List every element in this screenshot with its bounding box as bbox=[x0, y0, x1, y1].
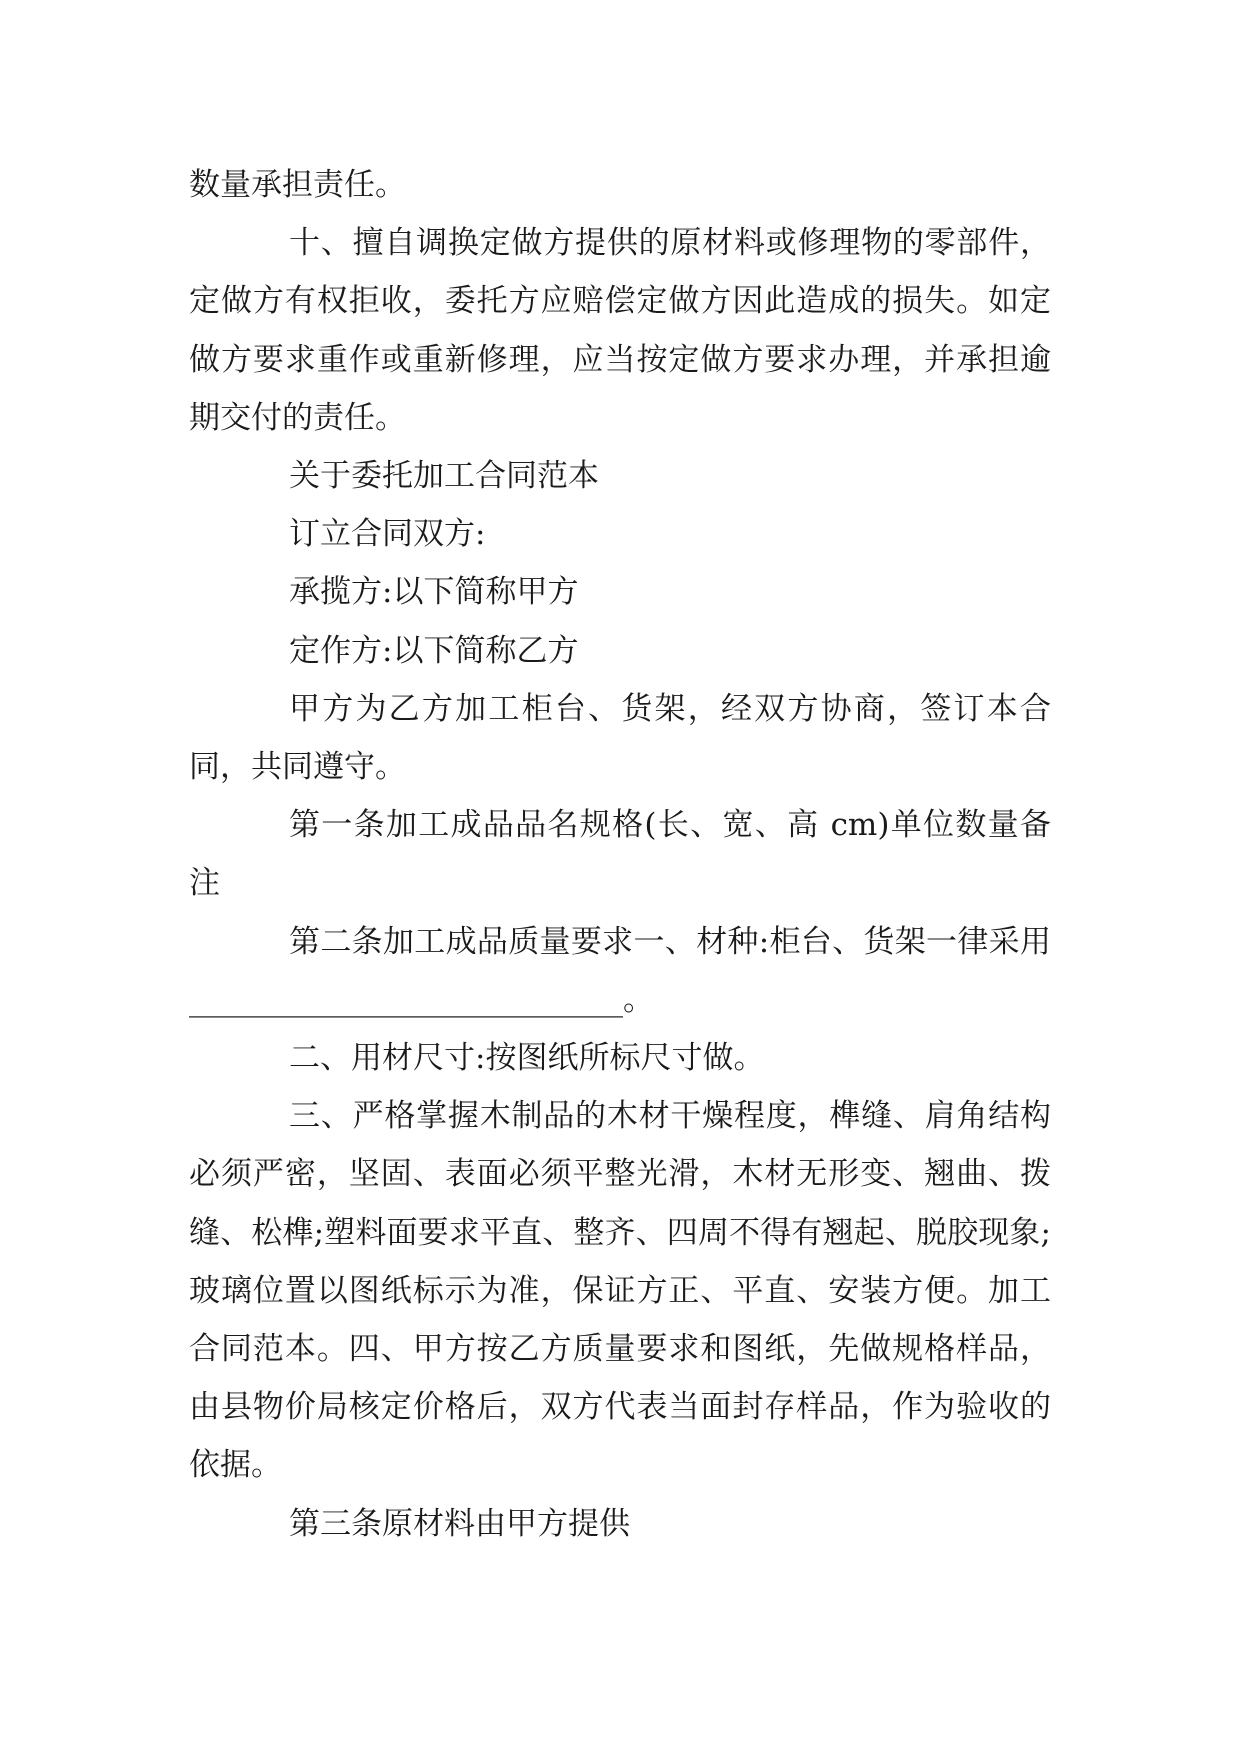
article-three: 第三条原材料由甲方提供 bbox=[289, 1505, 630, 1542]
party-b-line: 定作方:以下简称乙方 bbox=[289, 632, 579, 669]
parties-heading: 订立合同双方: bbox=[289, 516, 486, 553]
paragraph-item-ten: 十、擅自调换定做方提供的原材料或修理物的零部件，定做方有权拒收，委托方应赔偿定做方因此造成的损失。如定做方要求重作或重新修理，应当按定做方要求办理，并承担逾期交付的责任。 bbox=[189, 225, 1051, 436]
preamble-paragraph: 甲方为乙方加工柜台、货架，经双方协商，签订本合同，共同遵守。 bbox=[189, 690, 1051, 786]
document-body bbox=[189, 156, 1051, 1553]
article-one: 第一条加工成品品名规格(长、宽、高 cm)单位数量备注 bbox=[189, 807, 1051, 902]
contract-title: 关于委托加工合同范本 bbox=[289, 458, 599, 495]
party-a-line: 承揽方:以下简称甲方 bbox=[289, 574, 579, 611]
article-two-item-two: 二、用材尺寸:按图纸所标尺寸做。 bbox=[289, 1040, 765, 1077]
article-two-item-three: 三、严格掌握木制品的木材干燥程度，榫缝、肩角结构必须严密，坚固、表面必须平整光滑，木材无形变、翘曲、拨缝、松榫;塑料面要求平直、整齐、四周不得有翘起、脱胶现象;玻璃位置以图纸标示为准，保证方正、平直、安装方便。加工合同范本。四、甲方按乙方质量要求和图纸，先做规格样品，由县物价局核定价格后，双方代表当面封存样品，作为验收的依据。 bbox=[189, 1098, 1051, 1484]
article-two: 第二条加工成品质量要求一、材种:柜台、货架一律采用____________________________。 bbox=[189, 923, 1051, 1018]
paragraph-continuation: 数量承担责任。 bbox=[189, 167, 406, 203]
